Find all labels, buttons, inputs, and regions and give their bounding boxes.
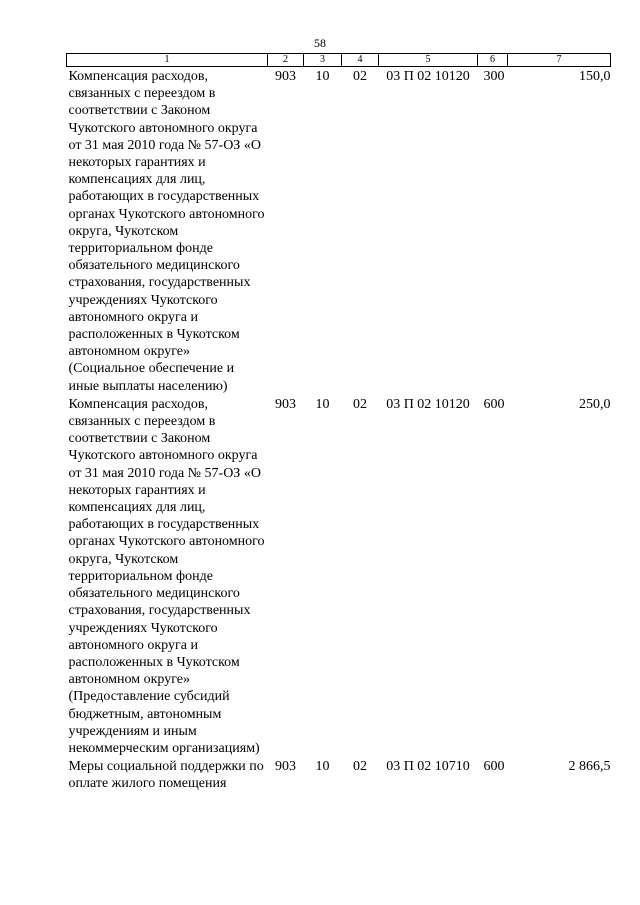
row-section-code: 10 [315, 396, 330, 412]
row-description: Компенсация расходов, связанных с переездом в соответствии с Законом Чукотского автономного округа от 31 мая 2010 года № 57-ОЗ «О некоторых гарантиях и компенсациях для лиц, работающих в государственных органах Чукотского автономного округа, Чукотском территориальном фонде обязательного медицинского страхования, государственных учреждениях Чукотского автономного округа и расположенных в Чукотском автономном округе» (Предоставление субсидий бюджетным, автономным учреждениям и иным некоммерческим организациям) [68, 396, 265, 756]
row-target-article-code: 03 П 02 10120 [386, 396, 470, 412]
page-number: 58 [314, 36, 326, 50]
row-ministry-code: 903 [275, 396, 296, 412]
row-amount: 2 866,5 [568, 759, 611, 775]
row-expense-type-code: 600 [483, 396, 505, 412]
column-header-3: 3 [304, 54, 342, 67]
table-row [67, 67, 611, 395]
column-header-5: 5 [379, 54, 478, 67]
row-expense-type-code: 300 [483, 69, 505, 84]
row-subsection-code: 02 [353, 759, 367, 775]
row-ministry-code: 903 [275, 759, 296, 775]
column-header-1: 1 [67, 54, 268, 67]
row-section-code: 10 [315, 69, 330, 84]
row-amount: 250,0 [579, 396, 611, 412]
row-description: Меры социальной поддержки по оплате жилого помещения [68, 759, 264, 792]
column-header-7: 7 [508, 54, 611, 67]
row-description: Компенсация расходов, связанных с переездом в соответствии с Законом Чукотского автономного округа от 31 мая 2010 года № 57-ОЗ «О некоторых гарантиях и компенсациях для лиц, работающих в государственных органах Чукотского автономного округа, Чукотском территориальном фонде обязательного медицинского страхования, государственных учреждениях Чукотского автономного округа и расположенных в Чукотском автономном округе» (Социальное обеспечение и иные выплаты населению) [68, 69, 265, 394]
table-row [67, 757, 611, 792]
row-subsection-code: 02 [353, 69, 367, 84]
column-header-4: 4 [342, 54, 379, 67]
row-ministry-code: 903 [275, 69, 296, 84]
row-target-article-code: 03 П 02 10120 [386, 69, 470, 84]
budget-table [66, 53, 611, 793]
column-header-6: 6 [478, 54, 508, 67]
row-expense-type-code: 600 [483, 759, 505, 775]
column-header-2: 2 [268, 54, 304, 67]
row-target-article-code: 03 П 02 10710 [386, 759, 470, 775]
row-subsection-code: 02 [353, 396, 367, 412]
table-row [67, 395, 611, 757]
column-number-header [67, 54, 611, 67]
row-amount: 150,0 [579, 69, 611, 84]
row-section-code: 10 [315, 759, 330, 775]
